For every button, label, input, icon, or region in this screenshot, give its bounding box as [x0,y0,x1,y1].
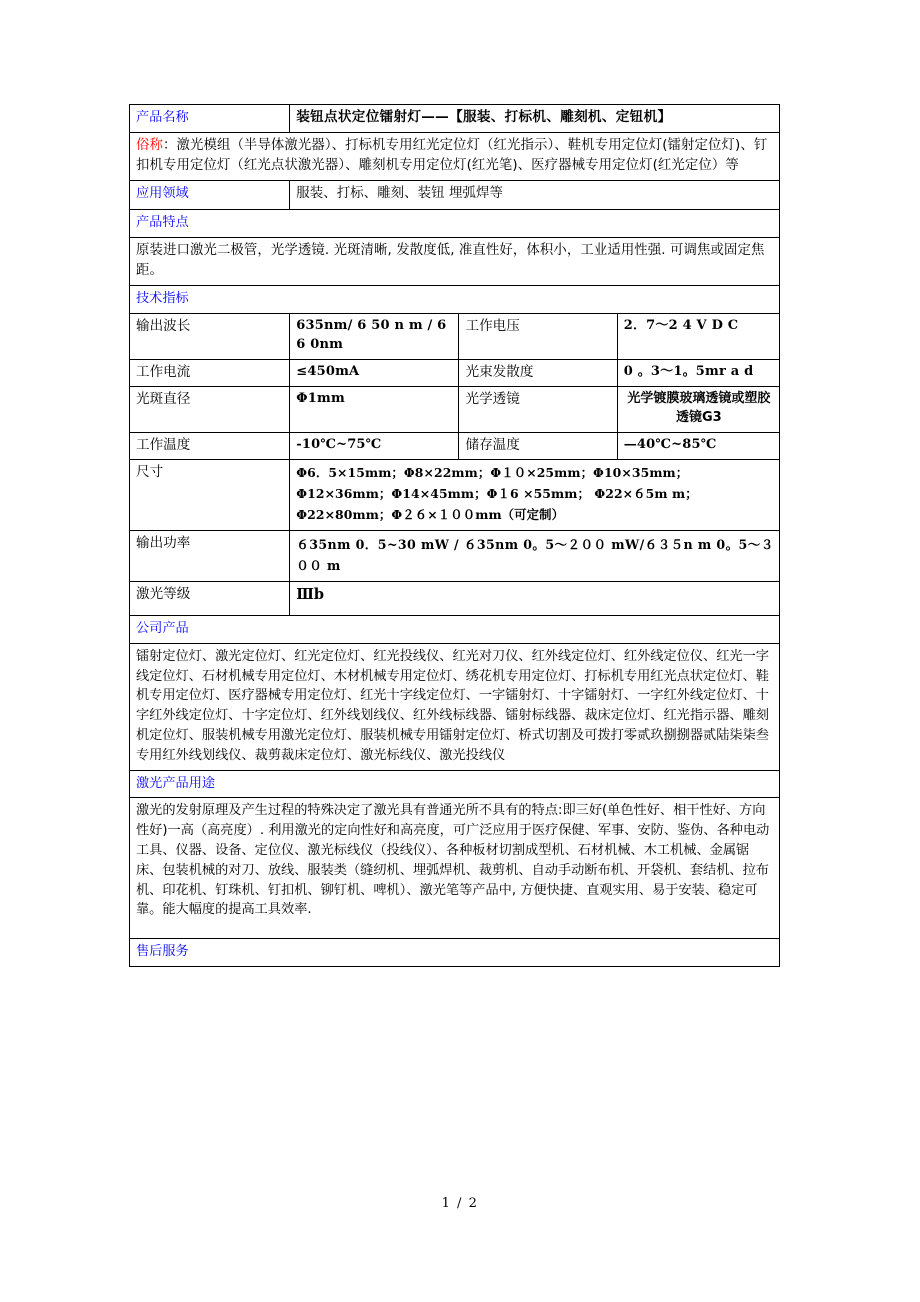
table-row-product-features-body [130,237,780,286]
cell-spec-label: 光束发散度 [459,359,617,387]
table-row-spec [130,387,780,432]
table-row-laser-usage-body [130,798,780,939]
product-name-label: 产品名称 [136,110,189,125]
table-row-spec [130,359,780,387]
alias-value: 激光模组（半导体激光器）、打标机专用红光定位灯（红光指示）、鞋机专用定位灯(镭射定位灯)、钉扣机专用定位灯（红光点状激光器）、雕刻机专用定位灯(红光笔)、医疗器械专用定位灯(红光定位）等 [136,137,768,174]
table-row-product-name [130,105,780,133]
cell-spec-label: 光斑直径 [130,387,290,432]
cell-dimensions-label: 尺寸 [130,460,290,530]
cell-spec-label: 储存温度 [459,432,617,460]
cell-laser-usage-label [130,770,780,798]
laser-usage-value: 激光的发射原理及产生过程的特殊决定了激光具有普通光所不具有的特点:即三好(单色性好、相干性好、方向性好)一高（高亮度）. 利用激光的定向性好和高亮度，可广泛应用于医疗保健、军事、安防、鉴伪、各种电动工具、仪器、设备、定位仪、激光标线仪（投线仪）、各种板材切割成型机、石材机械、木工机械、金属锯床、包装机械的对刀、放线、服装类（缝纫机、埋弧焊机、裁剪机、自动手动断布机、开袋机、套结机、拉布机、印花机、钉珠机、钉扣机、铆钉机、啤机）、激光笔等产品中, 方便快捷、直观实用、易于安装、稳定可靠。能大幅度的提高工具效率. [136,803,770,918]
cell-product-features-label [130,209,780,237]
table-row-dimensions [130,460,780,530]
cell-after-sales-label [130,939,780,967]
table-row-tech-specs-header [130,286,780,314]
product-features-value: 原装进口激光二极管，光学透镜. 光斑清晰, 发散度低, 准直性好，体积小，工业适用性强. 可调焦或固定焦距。 [136,242,765,278]
cell-application-area-value [290,181,780,209]
application-area-value: 服装、打标、雕刻、装钮 埋弧焊等 [296,186,503,202]
application-area-label: 应用领域 [136,186,189,202]
cell-product-features-value [130,237,780,286]
tech-specs-label: 技术指标 [136,291,189,307]
table-row-alias [130,132,780,181]
cell-spec-value: 635nm/ 6 50 n m / 6 6 0nm [290,314,459,359]
cell-spec-label: 输出波长 [130,314,290,359]
cell-spec-value: 光学镀膜玻璃透镜或塑胶透镜G3 [617,387,779,432]
cell-alias [130,132,780,181]
cell-laser-class-label: 激光等级 [130,582,290,616]
cell-laser-usage-value [130,798,780,939]
company-products-label: 公司产品 [136,621,189,637]
cell-spec-value: ≤450mA [290,359,459,387]
cell-company-products-value [130,643,780,770]
table-row-spec [130,314,780,359]
product-spec-table [129,104,780,967]
cell-spec-label: 光学透镜 [459,387,617,432]
cell-application-area-label [130,181,290,209]
table-row-product-features-header [130,209,780,237]
table-row-laser-class [130,582,780,616]
cell-company-products-label [130,616,780,644]
product-features-label: 产品特点 [136,214,189,230]
cell-spec-value: -10℃~75℃ [290,432,459,460]
cell-spec-label: 工作电压 [459,314,617,359]
cell-product-name-label [130,105,290,133]
table-row-company-products-header [130,616,780,644]
laser-usage-label: 激光产品用途 [136,775,216,791]
cell-product-name-value [290,105,780,133]
table-row-company-products-body [130,643,780,770]
after-sales-label: 售后服务 [136,944,189,960]
alias-separator: ： [162,137,177,153]
page-number: 1 / 2 [441,1196,479,1211]
company-products-value: 镭射定位灯、激光定位灯、红光定位灯、红光投线仪、红光对刀仪、红外线定位灯、红外线定位仪、红光一字线定位灯、石材机械专用定位灯、木材机械专用定位灯、绣花机专用定位灯、打标机专用红光点状定位灯、鞋机专用定位灯、医疗器械专用定位灯、红光十字线定位灯、一字镭射灯、十字镭射灯、一字红外线定位灯、十字红外线定位灯、十字定位灯、红外线划线仪、红外线标线器、镭射标线器、裁床定位灯、红光指示器、雕刻机定位灯、服装机械专用激光定位灯、服装机械专用镭射定位灯、桥式切割及可拨打零贰玖捌捌器贰陆柒柒叁专用红外线划线仪、裁剪裁床定位灯、激光标线仪、激光投线仪 [136,648,769,763]
table-row-output-power [130,530,780,581]
table-row-laser-usage-header [130,770,780,798]
cell-laser-class-value: Ⅲb [290,582,780,616]
table-row-spec [130,432,780,460]
table-row-after-sales [130,939,780,967]
cell-spec-label: 工作电流 [130,359,290,387]
cell-spec-label: 工作温度 [130,432,290,460]
cell-spec-value: 2．7～2 4 V D C [617,314,779,359]
table-row-application-area [130,181,780,209]
cell-output-power-label: 输出功率 [130,530,290,581]
alias-label: 俗称 [136,137,163,153]
product-name-value: 装钮点状定位镭射灯——【服装、打标机、雕刻机、定钮机】 [296,109,672,125]
cell-output-power-value: ６35nm 0．5~30 mW / ６35nm 0。5～２００ mW/６３５n m 0。5～３００ m [290,530,780,581]
cell-dimensions-value: Φ6．5×15mm；Φ8×22mm；Φ１０×25mm；Φ10×35mm；Φ12×36mm；Φ14×45mm；Φ１6 ×55mm； Φ22×６5m m； Φ22×80mm；Φ２６×１００mm（可定制） [290,460,780,530]
cell-tech-specs-label [130,286,780,314]
cell-spec-value: 0 。3～1。5mr a d [617,359,779,387]
cell-spec-value: —40℃~85℃ [617,432,779,460]
cell-spec-value: Φ1mm [290,387,459,432]
